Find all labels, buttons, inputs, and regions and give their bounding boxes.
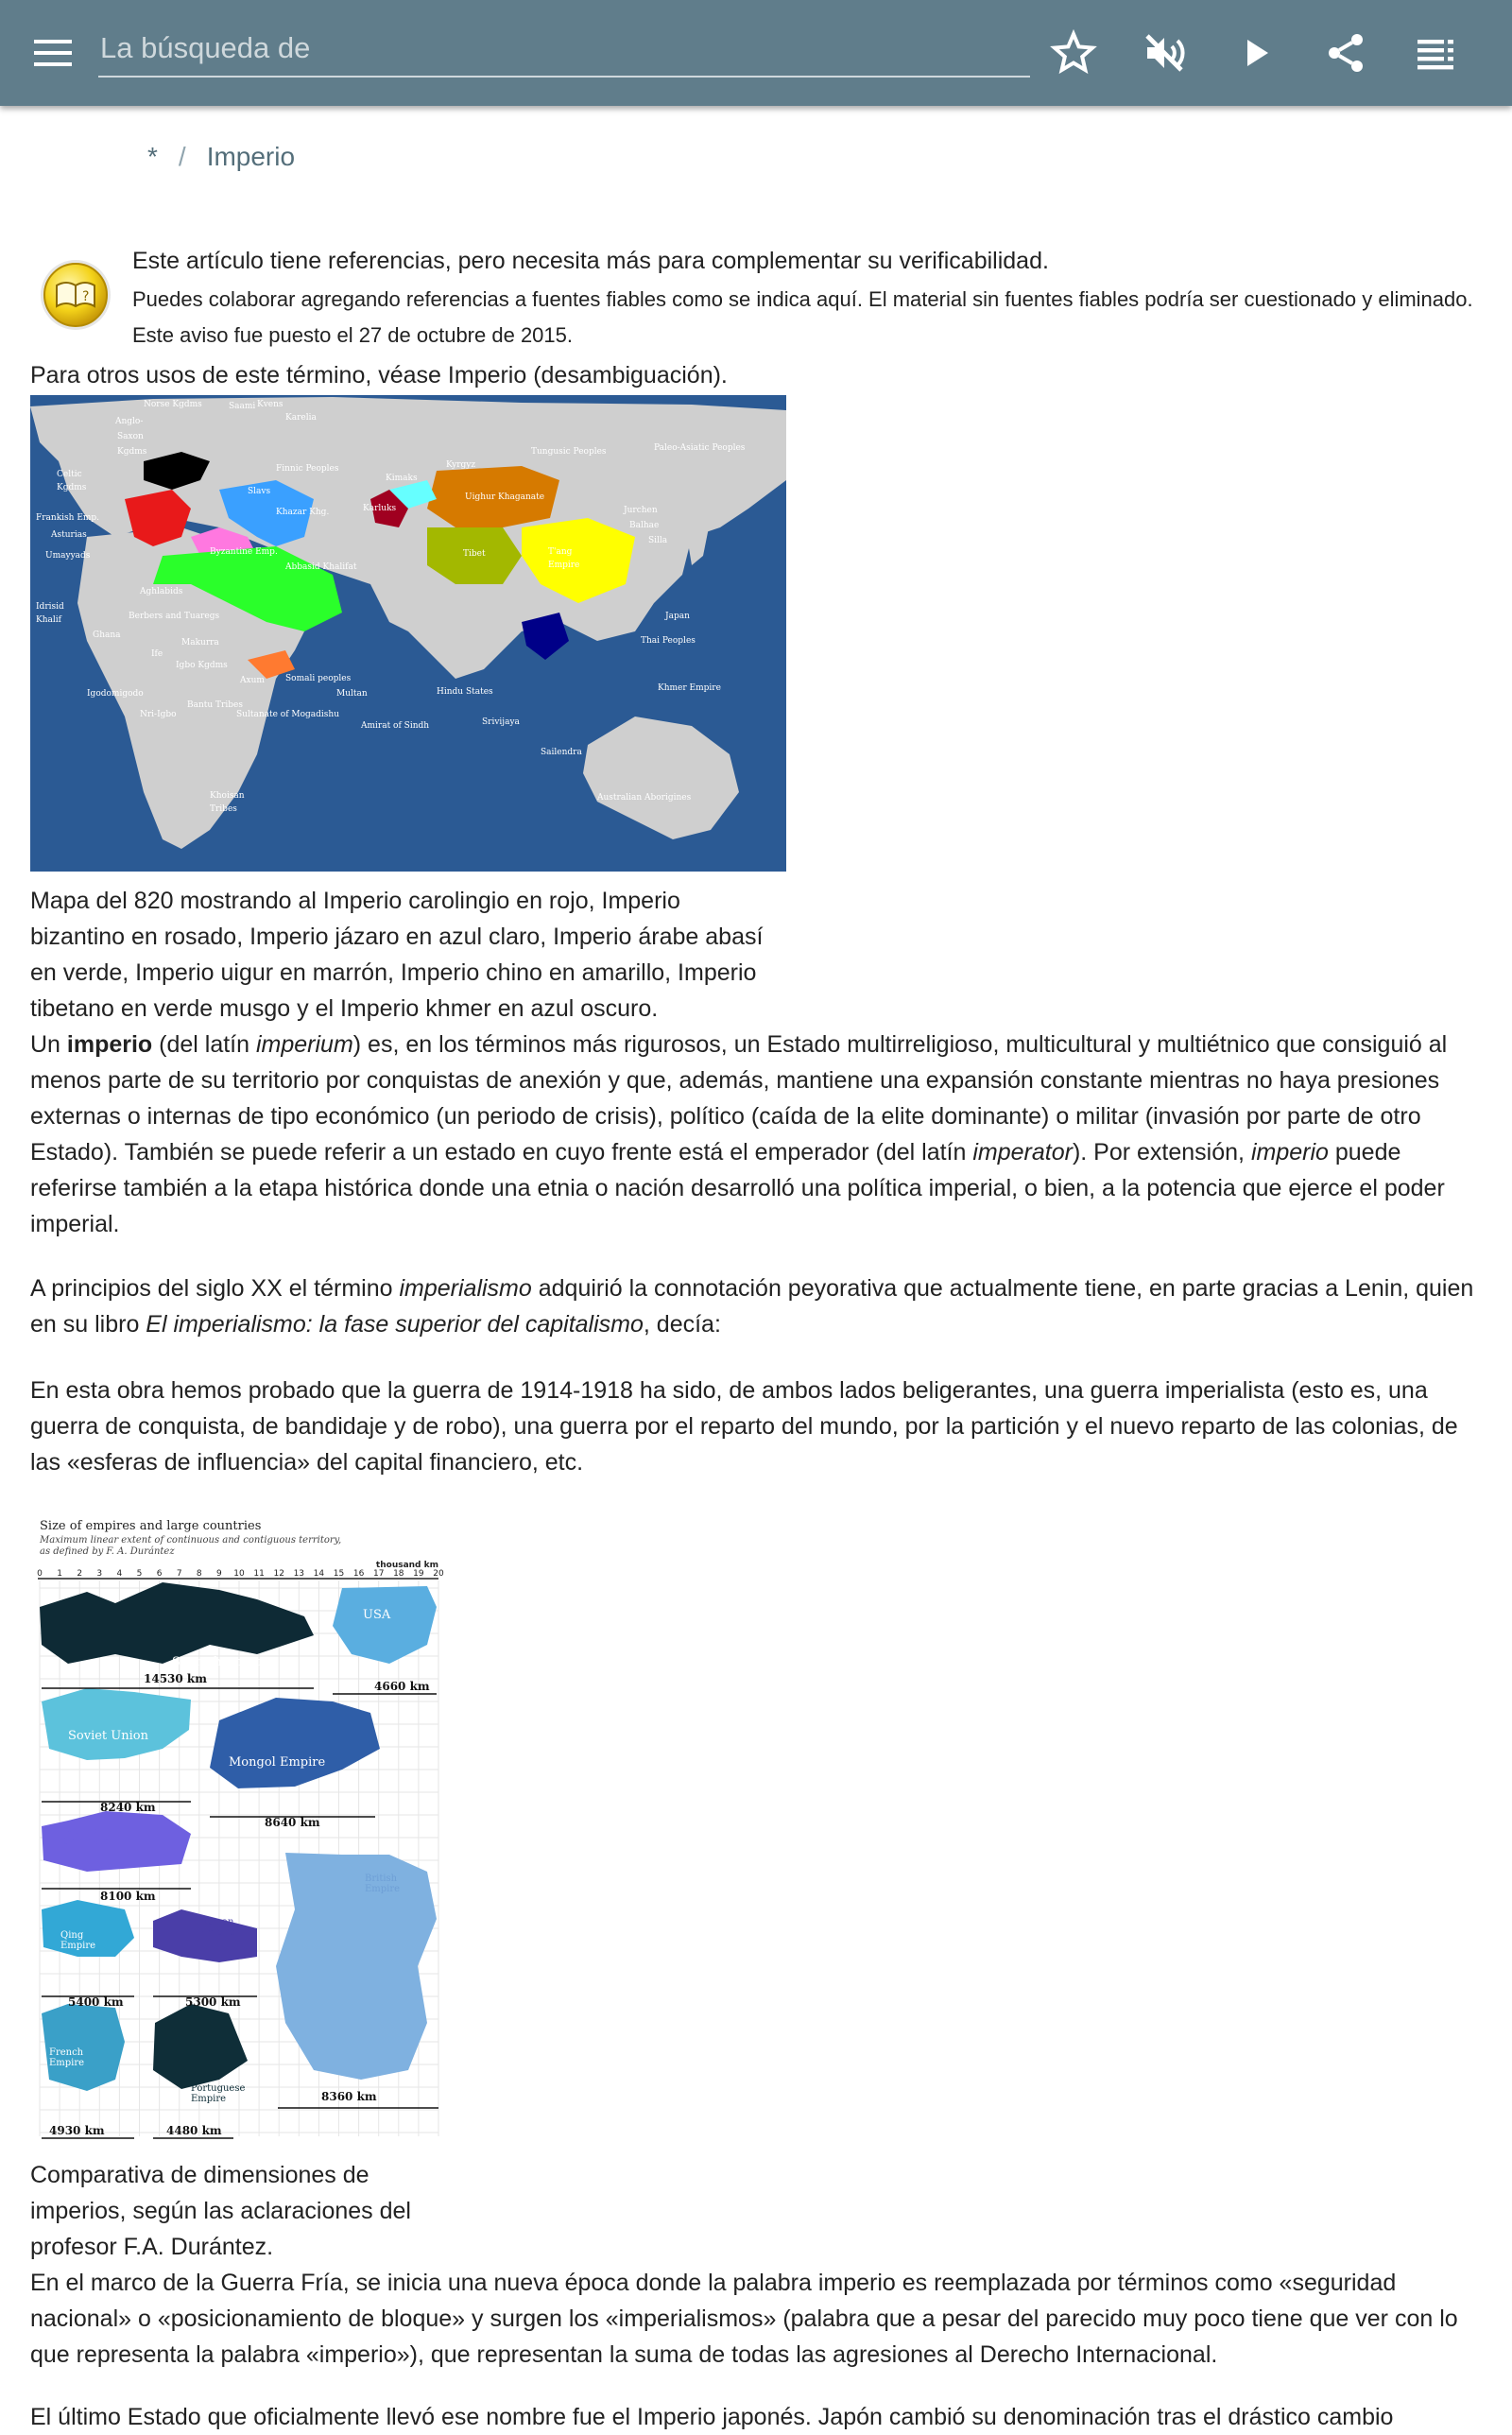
playlist-icon[interactable] (1408, 25, 1465, 81)
map-region-label: Asturias (51, 530, 87, 540)
tick-label: 17 (372, 1569, 385, 1579)
map-caption-line: Mapa del 820 mostrando al Imperio carolingio en rojo, Imperio (30, 888, 680, 914)
map-caption-line: bizantino en rosado, Imperio jázaro en azul claro, Imperio árabe abasí (30, 924, 764, 950)
map-region-label: Berbers and Tuaregs (129, 612, 220, 621)
map-region-label: Kvens (257, 400, 284, 409)
map-region-label: Ife (151, 649, 163, 659)
comparison-caption-line: imperios, según las aclaraciones del (30, 2198, 411, 2224)
map-region-label: Idrisid (36, 602, 64, 612)
map-region-label: Abbasid Khalifat (285, 562, 357, 572)
map-region-label: Nri-Igbo (140, 710, 177, 719)
empire-length-label: 8240 km (100, 1801, 156, 1814)
empire-length-label: 8640 km (265, 1816, 320, 1829)
comparison-subtitle: as defined by F. A. Durántez (40, 1546, 175, 1557)
map-region-label: Tibet (463, 549, 486, 559)
notice-body: Puedes colaborar agregando referencias a fuentes fiables como se indica aquí. El material sin fuentes fiables podría ser cuestionado y eliminado. (132, 287, 1473, 311)
volume-off-icon[interactable] (1136, 25, 1193, 81)
tick-label: 8 (196, 1569, 202, 1579)
tick-label: 2 (77, 1569, 83, 1579)
japan-paragraph: El último Estado que oficialmente llevó ese nombre fue el Imperio japonés. Japón cambió su denominación tras el drástico cambio (30, 2404, 1394, 2430)
comparison-caption-line: Comparativa de dimensiones de (30, 2162, 369, 2188)
empire-name-label: USA (363, 1608, 391, 1622)
imperialism-paragraph: A principios del siglo XX el término imperialismo adquirió la connotación peyorativa que actualmente tiene, en parte gracias a Lenin, quien en su libro El imperialismo: la fase superior del capitalismo, decía: (30, 1275, 1474, 1338)
tick-label: 16 (352, 1569, 365, 1579)
map-region-label: Kyrgyz (446, 460, 476, 470)
comparison-caption-line: profesor F.A. Durántez. (30, 2234, 274, 2260)
tick-label: 3 (96, 1569, 103, 1579)
menu-icon[interactable] (26, 32, 79, 74)
search-input[interactable] (98, 21, 1030, 78)
map-region-label: Sultanate of Mogadishu (236, 710, 340, 719)
tick-label: 20 (433, 1569, 444, 1579)
map-region-label: Finnic Peoples (276, 464, 339, 474)
empire-name-label: Islamic (62, 1826, 97, 1837)
map-region-label: Hindu States (437, 687, 493, 697)
comparison-title: Size of empires and large countries (40, 1519, 262, 1533)
tick-label: 12 (273, 1569, 284, 1579)
map-region-label: Multan (336, 689, 368, 699)
map-region-label: Frankish Emp. (36, 513, 100, 523)
map-caption (30, 883, 763, 1027)
breadcrumb (147, 142, 295, 172)
tick-label: 10 (233, 1569, 245, 1579)
map-region-label: Australian Aborigines (597, 793, 692, 803)
map-region-label: Igodomigodo (87, 689, 144, 699)
tick-label: 6 (156, 1569, 163, 1579)
map-region-label: Celtic (57, 470, 82, 479)
empire-length-label: 4480 km (166, 2124, 222, 2137)
map-region-label: Axum (240, 676, 265, 685)
book-warning-icon (38, 257, 113, 333)
map-region-label: Thai Peoples (641, 636, 696, 646)
empire-length-label: 5400 km (68, 1995, 124, 2009)
comparison-subtitle: Maximum linear extent of continuous and contiguous territory, (40, 1535, 342, 1546)
tick-label: 9 (216, 1569, 222, 1579)
map-region-label: Somali peoples (285, 674, 352, 683)
empire-name-label: British (365, 1874, 398, 1884)
star-icon[interactable] (1045, 25, 1102, 81)
map-region-label: T'ang (548, 547, 573, 557)
map-region-label: Saami (229, 402, 256, 411)
map-region-label: Amirat of Sindh (361, 721, 430, 731)
play-icon[interactable] (1227, 25, 1283, 81)
map-region-label: Jurchen (624, 506, 658, 515)
map-region-label: Paleo-Asiatic Peoples (654, 443, 746, 453)
map-region-label: Kimaks (386, 474, 418, 483)
breadcrumb-home[interactable]: * (147, 142, 158, 171)
empire-length-label: 8100 km (100, 1890, 156, 1903)
map-region-label: Khoisan (210, 791, 245, 801)
empire-name-label: Caliphate (62, 1837, 109, 1847)
comparison-caption (30, 2157, 411, 2265)
comparison-unit: thousand km (375, 1561, 438, 1570)
map-region-label: Khmer Empire (658, 683, 721, 693)
empire-name-label: Portuguese (191, 2083, 246, 2094)
tick-label: 11 (253, 1569, 265, 1579)
map-region-label: Tungusic Peoples (531, 447, 607, 457)
map-region-label: Norse Kgdms (144, 400, 202, 409)
map-region-label: Uighur Khaganate (465, 492, 545, 502)
cold-war-paragraph: En el marco de la Guerra Fría, se inicia una nueva época donde la palabra imperio es reemplazada por términos como «seguridad nacional» o «posicionamiento de bloque» y surgen los «imperialismos» (palabra que a pesar del parecido muy poco tiene que ver con lo que representa la palabra «imperio»), que representan la suma de todas las agresiones al Derecho Internacional. (30, 2270, 1458, 2368)
tick-label: 1 (57, 1569, 62, 1579)
notice-title: Este artículo tiene referencias, pero necesita más para complementar su verificabilidad. (132, 248, 1049, 274)
map-region-label: Aghlabids (140, 587, 183, 596)
map-820-image[interactable] (30, 395, 786, 872)
term-imperio: imperio (66, 1031, 153, 1058)
tick-label: 5 (136, 1569, 143, 1579)
map-region-label: Karluks (363, 504, 397, 513)
map-region-label: Kgdms (117, 447, 147, 457)
empire-length-label: 4930 km (49, 2124, 105, 2137)
map-region-label: Kgdms (57, 483, 87, 492)
empire-name-label: Empire (49, 2058, 85, 2068)
empire-name-label: Empire (200, 1927, 236, 1938)
breadcrumb-separator: / (178, 142, 186, 171)
map-region-label: Byzantine Emp. (210, 547, 278, 557)
empire-length-label: 5300 km (185, 1995, 241, 2009)
british-empire-shape (276, 1853, 437, 2080)
empire-size-comparison-image[interactable] (30, 1512, 446, 2146)
map-region-label: Makurra (181, 638, 219, 648)
empire-name-label: Empire (60, 1941, 96, 1951)
lenin-quote: En esta obra hemos probado que la guerra de 1914-1918 ha sido, de ambos lados beligerantes, una guerra imperialista (esto es, una guerra de conquista, de bandidaje y de robo), una guerra por el reparto del mundo, por la partición y el nuevo reparto de las colonias, de las «esferas de influencia» del capital financiero, etc. (30, 1377, 1458, 1476)
svg-text:?: ? (82, 289, 90, 304)
map-region-label: Empire (548, 561, 580, 570)
tick-label: 15 (333, 1569, 345, 1579)
map-region-label: Tribes (210, 804, 237, 814)
empire-length-label: 4660 km (374, 1680, 430, 1693)
empire-length-label: 14530 km (144, 1672, 207, 1685)
map-caption-line: tibetano en verde musgo y el Imperio khmer en azul oscuro. (30, 995, 659, 1022)
tick-label: 14 (313, 1569, 325, 1579)
map-region-label: Ghana (93, 630, 121, 640)
empire-name-label: French (49, 2047, 84, 2058)
map-caption-line: en verde, Imperio uigur en marrón, Imperio chino en amarillo, Imperio (30, 959, 757, 986)
empire-length-label: 8360 km (321, 2090, 377, 2103)
tick-label: 4 (116, 1569, 123, 1579)
breadcrumb-current[interactable]: Imperio (206, 142, 296, 171)
empire-name-label: Mongol Empire (229, 1755, 326, 1770)
map-region-label: Anglo- (115, 417, 144, 426)
notice-date: Este aviso fue puesto el 27 de octubre de 2015. (132, 323, 573, 347)
empire-name-label: Roman (200, 1917, 234, 1927)
empire-name-label: Empire (191, 2094, 227, 2104)
map-region-label: Silla (648, 536, 668, 545)
empire-name-label: Qing (60, 1930, 84, 1941)
app-bar (0, 0, 1512, 106)
map-region-label: Saxon (117, 432, 144, 441)
map-region-label: Khalif (36, 615, 61, 625)
map-region-label: Balhae (629, 521, 660, 530)
tick-label: 7 (176, 1569, 182, 1579)
map-region-label: Bantu Tribes (187, 700, 243, 710)
map-region-label: Umayyads (45, 551, 91, 561)
hatnote[interactable]: Para otros usos de este término, véase Imperio (desambiguación). (30, 362, 728, 389)
map-region-label: Khazar Khg. (276, 508, 330, 517)
map-region-label: Igbo Kgdms (176, 661, 228, 670)
map-region-label: Srivijaya (482, 717, 520, 727)
empire-name-label: Spanish Empire (172, 1655, 271, 1669)
empire-name-label: Soviet Union (68, 1729, 148, 1743)
map-region-label: Slavs (248, 487, 271, 496)
share-icon[interactable] (1317, 25, 1374, 81)
tick-label: 18 (393, 1569, 404, 1579)
map-region-label: Sailendra (541, 748, 582, 757)
map-region-label: Karelia (285, 413, 317, 423)
tick-label: 13 (293, 1569, 305, 1579)
empire-name-label: Empire (365, 1884, 401, 1894)
tick-label: 0 (37, 1569, 43, 1579)
intro-paragraph: Un imperio (del latín imperium) es, en los términos más rigurosos, un Estado multirreligioso, multicultural y multiétnico que consiguió al menos parte de su territorio por conquistas de anexión y que, además, mantiene una expansión constante mientras no haya presiones externas o internas de tipo económico (un periodo de crisis), político (caída de la elite dominante) o militar (invasión por parte de otro Estado). También se puede referir a un estado en cuyo frente está el emperador (del latín imperator). Por extensión, imperio puede referirse también a la etapa histórica donde una etnia o nación desarrolló una política imperial, o bien, a la potencia que ejerce el poder imperial. (30, 1031, 1448, 1237)
map-region-label: Japan (665, 612, 690, 621)
tick-label: 19 (413, 1569, 424, 1579)
